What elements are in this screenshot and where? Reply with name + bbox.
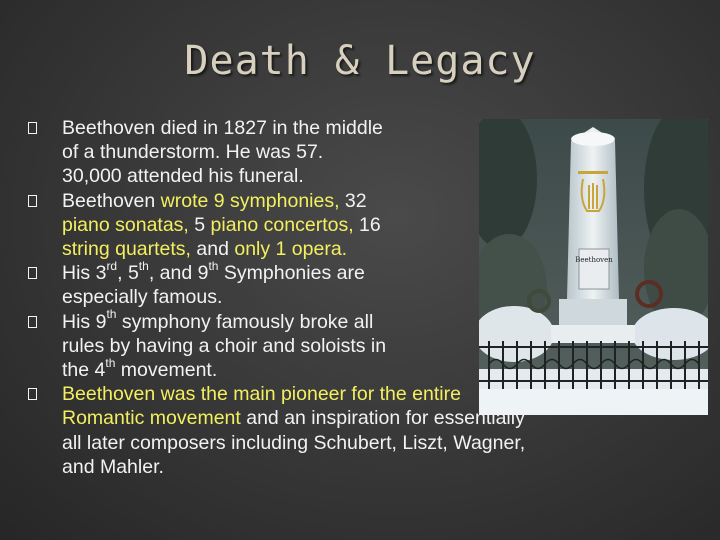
bullet-box-icon — [28, 267, 37, 279]
text-line: all later composers including Schubert, Liszt, Wagner, — [62, 431, 526, 454]
ordinal-suffix: th — [208, 258, 219, 273]
text-fragment: 32 — [339, 189, 367, 212]
ordinal-suffix: th — [138, 258, 149, 273]
text-fragment: , and 9 — [148, 262, 209, 285]
highlight-text: string quartets, — [62, 238, 191, 261]
bullet-text — [62, 116, 482, 189]
highlight-text: Beethoven was the main pioneer for the entire — [62, 383, 461, 406]
text-fragment: His 9 — [62, 310, 107, 333]
text-fragment: 16 — [353, 213, 381, 236]
text-line: 30,000 attended his funeral. — [62, 165, 304, 188]
highlight-text: Romantic movement — [62, 407, 241, 430]
text-fragment: movement. — [115, 359, 218, 382]
highlight-text: wrote 9 symphonies, — [160, 189, 340, 212]
bullet-box-icon — [28, 388, 37, 400]
bullet-text — [62, 258, 482, 309]
text-line: of a thunderstorm. He was 57. — [62, 141, 324, 164]
text-line: Beethoven died in 1827 in the middle — [62, 117, 383, 139]
ordinal-suffix: rd — [106, 258, 118, 273]
bullet-text — [62, 307, 482, 383]
highlight-text: piano sonatas, — [62, 213, 189, 236]
text-fragment: symphony famously broke all — [116, 310, 374, 333]
list-item — [28, 382, 668, 479]
text-fragment: Beethoven — [62, 189, 161, 212]
bullet-text — [62, 189, 482, 262]
highlight-text: only 1 opera. — [234, 238, 348, 261]
text-fragment: Symphonies are — [218, 262, 365, 285]
bullet-box-icon — [28, 316, 37, 328]
text-fragment: and — [190, 238, 235, 261]
highlight-text: piano concertos, — [210, 213, 354, 236]
ordinal-suffix: th — [105, 355, 116, 370]
text-fragment: and an inspiration for essentially — [240, 407, 525, 430]
slide-title: Death & Legacy — [184, 38, 536, 84]
text-fragment: the 4 — [62, 359, 106, 382]
text-fragment: , 5 — [117, 262, 139, 285]
text-fragment: His 3 — [62, 262, 107, 285]
text-line: and Mahler. — [62, 455, 164, 478]
list-item — [28, 189, 668, 262]
bullet-list — [28, 116, 668, 479]
text-line: rules by having a choir and soloists in — [62, 334, 387, 357]
text-fragment: 5 — [188, 213, 211, 236]
bullet-box-icon — [28, 195, 37, 207]
ordinal-suffix: th — [106, 307, 117, 322]
list-item — [28, 307, 668, 383]
bullet-text — [62, 383, 525, 478]
bullet-box-icon — [28, 122, 37, 134]
text-line: especially famous. — [62, 286, 223, 309]
monument-inscription: Beethoven — [575, 256, 613, 264]
list-item — [28, 116, 668, 189]
